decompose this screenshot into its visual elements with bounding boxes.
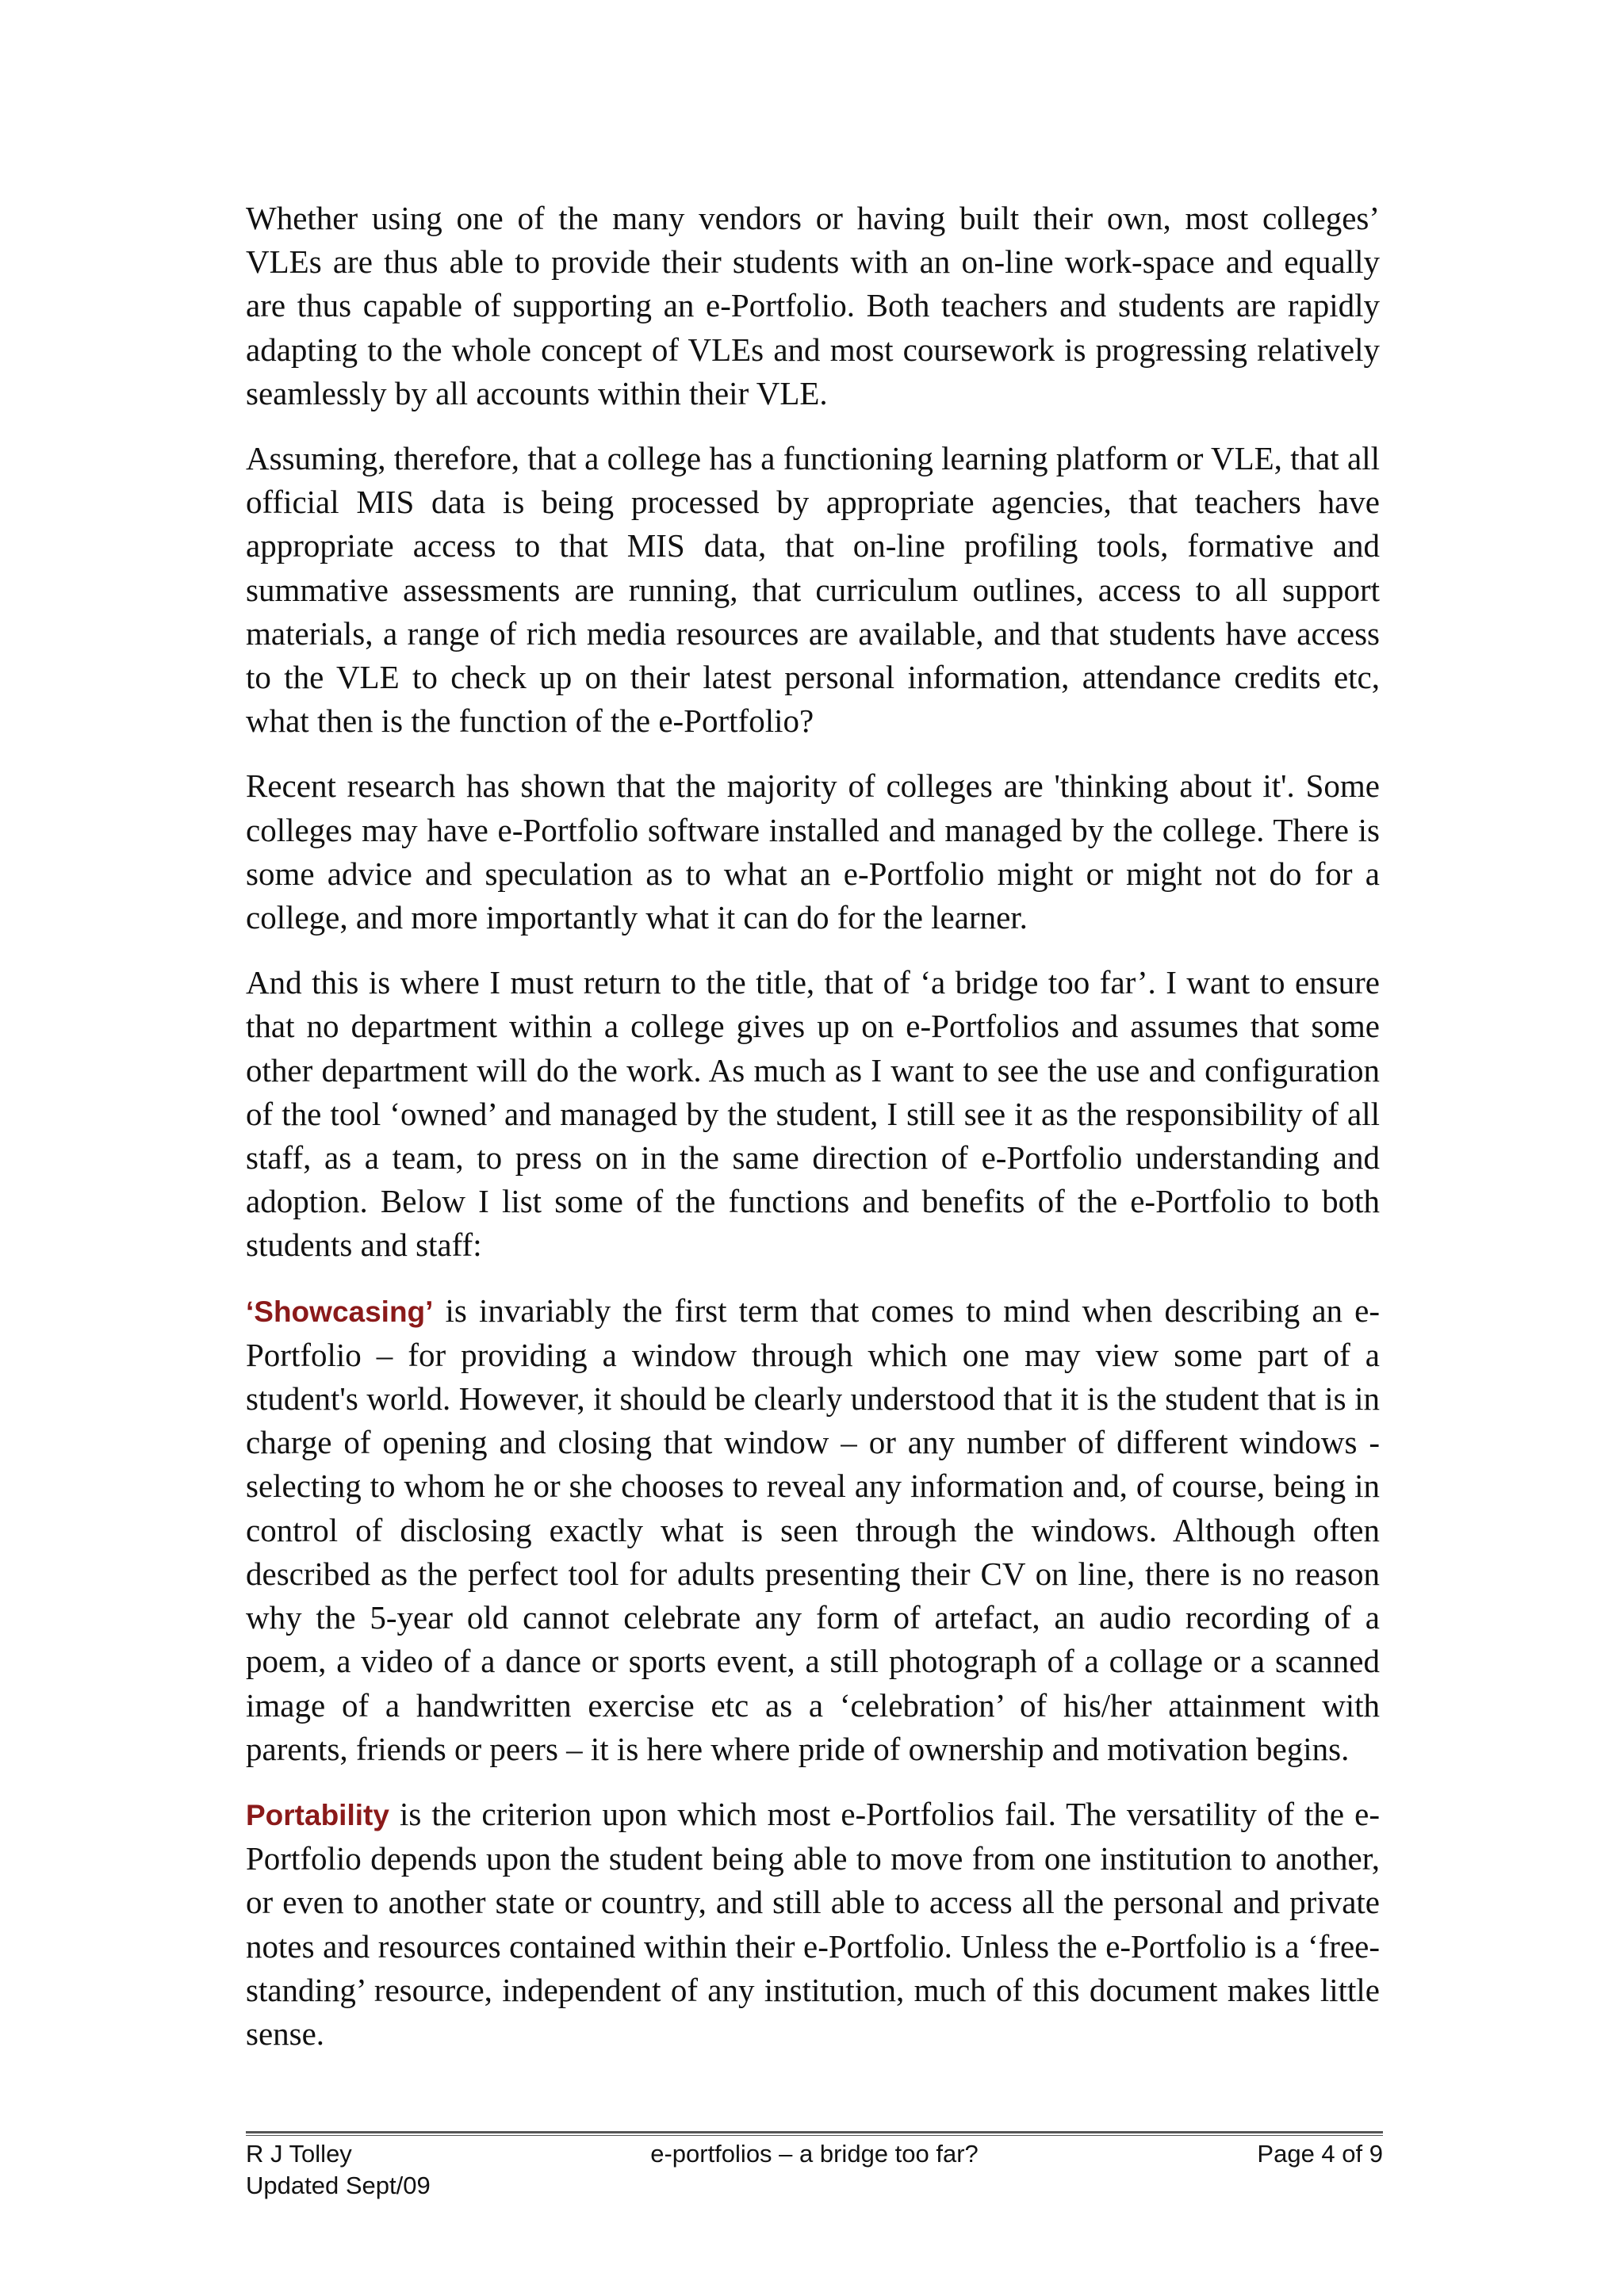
footer-document-title: e-portfolios – a bridge too far? [650,2140,979,2168]
paragraph [246,1793,1380,2056]
paragraph [246,437,1380,743]
paragraph-text: is invariably the first term that comes to mind when describing an e-Portfolio – for providing a window through which one may view some part of a student's world. However, it should be clearly understood that it is the student that is in charge of opening and closing that window – or any number of different windows - selecting to whom he or she chooses to reveal any information and, of course, being in control of disclosing exactly what is seen through the windows. Although often described as the perfect tool for adults presenting their CV on line, there is no reason why the 5-year old cannot celebrate any form of artefact, an audio recording of a poem, a video of a dance or sports event, a still photograph of a collage or a scanned image of a handwritten exercise etc as a ‘celebration’ of his/her attainment with parents, friends or peers – it is here where pride of ownership and motivation begins. [246,1292,1380,1767]
paragraph-text: Recent research has shown that the majority of colleges are 'thinking about it'. Some colleges may have e-Portfolio software installed and managed by the college. There is some advice and speculation as to what an e-Portfolio might or might not do for a college, and more importantly what it can do for the learner. [246,767,1380,936]
page-footer [246,2138,1383,2210]
paragraph [246,961,1380,1267]
footer-page-number: Page 4 of 9 [1257,2140,1383,2168]
paragraph-text: Assuming, therefore, that a college has a functioning learning platform or VLE, that all official MIS data is being processed by appropriate agencies, that teachers have appropriate access to that MIS data, that on-line profiling tools, formative and summative assessments are running, that curriculum outlines, access to all support materials, a range of rich media resources are available, and that students have access to the VLE to check up on their latest personal information, attendance credits etc, what then is the function of the e-Portfolio? [246,440,1380,740]
paragraph-text: is the criterion upon which most e-Portfolios fail. The versatility of the e-Portfolio depends upon the student being able to move from one institution to another, or even to another state or country, and still able to access all the personal and private notes and resources contained within their e-Portfolio. Unless the e-Portfolio is a ‘free-standing’ resource, independent of any institution, much of this document makes little sense. [246,1795,1380,2052]
paragraph-text: And this is where I must return to the title, that of ‘a bridge too far’. I want to ensure that no department within a college gives up on e-Portfolios and assumes that some other department will do the work. As much as I want to see the use and configuration of the tool ‘owned’ and managed by the student, I still see it as the responsibility of all staff, as a team, to press on in the same direction of e-Portfolio understanding and adoption. Below I list some of the functions and benefits of the e-Portfolio to both students and staff: [246,964,1380,1264]
footer-author: R J Tolley [246,2140,352,2168]
term-portability: Portability [246,1798,389,1831]
footer-divider [246,2131,1383,2133]
paragraph [246,197,1380,415]
footer-updated-date: Updated Sept/09 [246,2172,431,2199]
term-showcasing: ‘Showcasing’ [246,1295,434,1328]
paragraph-text: Whether using one of the many vendors or having built their own, most colleges’ VLEs are thus able to provide their students with an on-line work-space and equally are thus capable of supporting an e-Portfolio. Both teachers and students are rapidly adapting to the whole concept of VLEs and most coursework is progressing relatively seamlessly by all accounts within their VLE. [246,200,1380,411]
body-text [246,197,1380,2077]
paragraph [246,1289,1380,1771]
footer-divider-thin [246,2135,1383,2136]
paragraph [246,764,1380,939]
